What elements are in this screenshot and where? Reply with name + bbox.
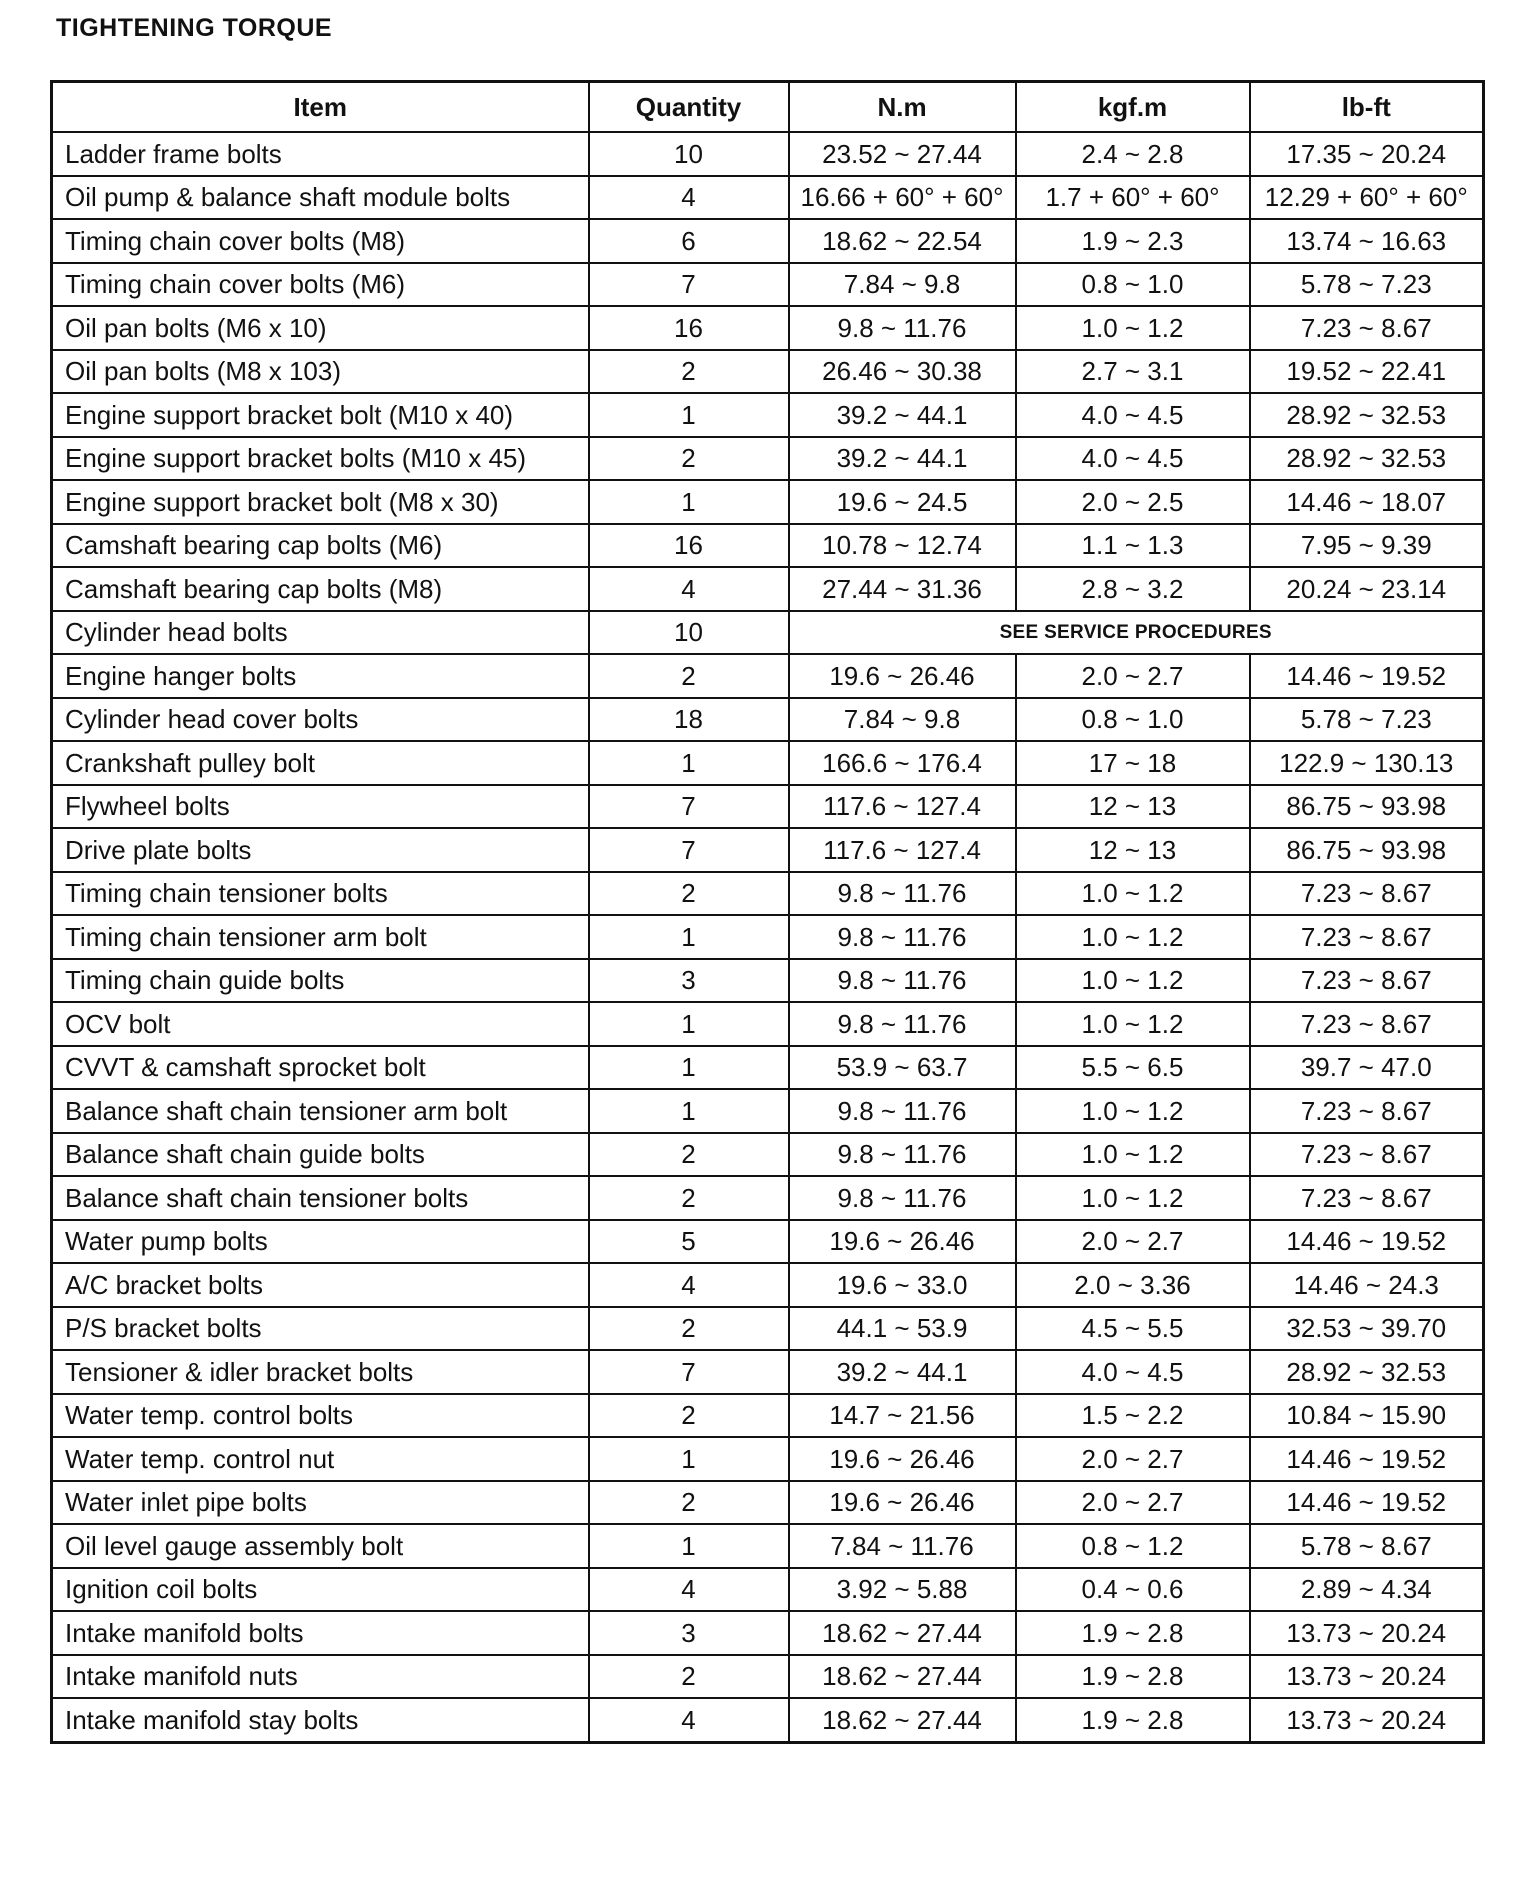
item-cell: Ladder frame bolts <box>52 132 589 176</box>
quantity-cell: 7 <box>589 828 789 872</box>
nm-cell: 117.6 ~ 127.4 <box>789 828 1016 872</box>
quantity-cell: 1 <box>589 393 789 437</box>
nm-cell: 9.8 ~ 11.76 <box>789 1002 1016 1046</box>
kgfm-cell: 2.8 ~ 3.2 <box>1016 567 1250 611</box>
nm-cell: 44.1 ~ 53.9 <box>789 1307 1016 1351</box>
lbft-cell: 122.9 ~ 130.13 <box>1250 741 1484 785</box>
quantity-cell: 4 <box>589 176 789 220</box>
table-row <box>52 1046 1484 1090</box>
lbft-cell: 7.23 ~ 8.67 <box>1250 1133 1484 1177</box>
item-cell: Camshaft bearing cap bolts (M8) <box>52 567 589 611</box>
table-row <box>52 698 1484 742</box>
table-row <box>52 219 1484 263</box>
table-row <box>52 1698 1484 1742</box>
table-row <box>52 915 1484 959</box>
quantity-cell: 10 <box>589 132 789 176</box>
quantity-cell: 7 <box>589 1350 789 1394</box>
item-cell: Oil level gauge assembly bolt <box>52 1524 589 1568</box>
quantity-cell: 1 <box>589 1002 789 1046</box>
kgfm-cell: 1.0 ~ 1.2 <box>1016 872 1250 916</box>
nm-cell: 9.8 ~ 11.76 <box>789 872 1016 916</box>
table-row <box>52 132 1484 176</box>
table-row <box>52 1176 1484 1220</box>
nm-cell: 19.6 ~ 26.46 <box>789 1437 1016 1481</box>
quantity-cell: 4 <box>589 1263 789 1307</box>
lbft-cell: 13.73 ~ 20.24 <box>1250 1655 1484 1699</box>
lbft-cell: 12.29 + 60° + 60° <box>1250 176 1484 220</box>
lbft-cell: 14.46 ~ 24.3 <box>1250 1263 1484 1307</box>
quantity-cell: 2 <box>589 1176 789 1220</box>
table-row-special <box>52 611 1484 655</box>
kgfm-cell: 1.9 ~ 2.8 <box>1016 1611 1250 1655</box>
kgfm-cell: 4.0 ~ 4.5 <box>1016 437 1250 481</box>
kgfm-cell: 1.0 ~ 1.2 <box>1016 306 1250 350</box>
kgfm-cell: 2.0 ~ 3.36 <box>1016 1263 1250 1307</box>
lbft-cell: 14.46 ~ 19.52 <box>1250 654 1484 698</box>
table-row <box>52 654 1484 698</box>
lbft-cell: 28.92 ~ 32.53 <box>1250 393 1484 437</box>
nm-cell: 19.6 ~ 26.46 <box>789 1220 1016 1264</box>
quantity-cell: 1 <box>589 1524 789 1568</box>
lbft-cell: 13.73 ~ 20.24 <box>1250 1611 1484 1655</box>
item-cell: Crankshaft pulley bolt <box>52 741 589 785</box>
item-cell: Engine support bracket bolt (M8 x 30) <box>52 480 589 524</box>
nm-cell: 3.92 ~ 5.88 <box>789 1568 1016 1612</box>
quantity-cell: 2 <box>589 437 789 481</box>
header-kgfm: kgf.m <box>1016 82 1250 133</box>
item-cell: Flywheel bolts <box>52 785 589 829</box>
nm-cell: 9.8 ~ 11.76 <box>789 1133 1016 1177</box>
kgfm-cell: 1.9 ~ 2.3 <box>1016 219 1250 263</box>
item-cell: Balance shaft chain guide bolts <box>52 1133 589 1177</box>
nm-cell: 9.8 ~ 11.76 <box>789 1089 1016 1133</box>
item-cell: Cylinder head bolts <box>52 611 589 655</box>
quantity-cell: 18 <box>589 698 789 742</box>
table-row <box>52 480 1484 524</box>
quantity-cell: 2 <box>589 872 789 916</box>
kgfm-cell: 1.5 ~ 2.2 <box>1016 1394 1250 1438</box>
quantity-cell: 4 <box>589 567 789 611</box>
table-row <box>52 741 1484 785</box>
lbft-cell: 2.89 ~ 4.34 <box>1250 1568 1484 1612</box>
item-cell: Intake manifold bolts <box>52 1611 589 1655</box>
nm-cell: 16.66 + 60° + 60° <box>789 176 1016 220</box>
kgfm-cell: 0.4 ~ 0.6 <box>1016 1568 1250 1612</box>
nm-cell: 39.2 ~ 44.1 <box>789 437 1016 481</box>
item-cell: Water temp. control bolts <box>52 1394 589 1438</box>
nm-cell: 18.62 ~ 22.54 <box>789 219 1016 263</box>
kgfm-cell: 4.0 ~ 4.5 <box>1016 1350 1250 1394</box>
quantity-cell: 2 <box>589 1133 789 1177</box>
item-cell: Engine support bracket bolts (M10 x 45) <box>52 437 589 481</box>
kgfm-cell: 5.5 ~ 6.5 <box>1016 1046 1250 1090</box>
item-cell: Water inlet pipe bolts <box>52 1481 589 1525</box>
lbft-cell: 14.46 ~ 18.07 <box>1250 480 1484 524</box>
lbft-cell: 28.92 ~ 32.53 <box>1250 437 1484 481</box>
table-row <box>52 1568 1484 1612</box>
header-quantity: Quantity <box>589 82 789 133</box>
table-row <box>52 1481 1484 1525</box>
nm-cell: 26.46 ~ 30.38 <box>789 350 1016 394</box>
nm-cell: 18.62 ~ 27.44 <box>789 1698 1016 1742</box>
quantity-cell: 16 <box>589 306 789 350</box>
kgfm-cell: 0.8 ~ 1.2 <box>1016 1524 1250 1568</box>
kgfm-cell: 2.0 ~ 2.7 <box>1016 654 1250 698</box>
quantity-cell: 2 <box>589 350 789 394</box>
table-row <box>52 1611 1484 1655</box>
nm-cell: 7.84 ~ 9.8 <box>789 698 1016 742</box>
table-row <box>52 567 1484 611</box>
quantity-cell: 1 <box>589 1089 789 1133</box>
nm-cell: 19.6 ~ 24.5 <box>789 480 1016 524</box>
lbft-cell: 32.53 ~ 39.70 <box>1250 1307 1484 1351</box>
lbft-cell: 7.23 ~ 8.67 <box>1250 959 1484 1003</box>
kgfm-cell: 1.0 ~ 1.2 <box>1016 1089 1250 1133</box>
lbft-cell: 5.78 ~ 8.67 <box>1250 1524 1484 1568</box>
lbft-cell: 86.75 ~ 93.98 <box>1250 828 1484 872</box>
kgfm-cell: 12 ~ 13 <box>1016 785 1250 829</box>
table-row <box>52 828 1484 872</box>
quantity-cell: 2 <box>589 1307 789 1351</box>
service-procedures-note: SEE SERVICE PROCEDURES <box>789 611 1484 655</box>
nm-cell: 9.8 ~ 11.76 <box>789 959 1016 1003</box>
kgfm-cell: 1.0 ~ 1.2 <box>1016 1133 1250 1177</box>
kgfm-cell: 2.0 ~ 2.7 <box>1016 1220 1250 1264</box>
nm-cell: 117.6 ~ 127.4 <box>789 785 1016 829</box>
lbft-cell: 7.23 ~ 8.67 <box>1250 872 1484 916</box>
kgfm-cell: 1.1 ~ 1.3 <box>1016 524 1250 568</box>
lbft-cell: 20.24 ~ 23.14 <box>1250 567 1484 611</box>
kgfm-cell: 4.5 ~ 5.5 <box>1016 1307 1250 1351</box>
kgfm-cell: 2.0 ~ 2.7 <box>1016 1437 1250 1481</box>
header-lbft: lb-ft <box>1250 82 1484 133</box>
lbft-cell: 7.23 ~ 8.67 <box>1250 1176 1484 1220</box>
nm-cell: 18.62 ~ 27.44 <box>789 1655 1016 1699</box>
item-cell: Oil pan bolts (M8 x 103) <box>52 350 589 394</box>
kgfm-cell: 2.4 ~ 2.8 <box>1016 132 1250 176</box>
header-item: Item <box>52 82 589 133</box>
nm-cell: 7.84 ~ 9.8 <box>789 263 1016 307</box>
lbft-cell: 7.23 ~ 8.67 <box>1250 306 1484 350</box>
lbft-cell: 7.23 ~ 8.67 <box>1250 1089 1484 1133</box>
table-row <box>52 306 1484 350</box>
lbft-cell: 5.78 ~ 7.23 <box>1250 698 1484 742</box>
table-row <box>52 872 1484 916</box>
kgfm-cell: 1.9 ~ 2.8 <box>1016 1655 1250 1699</box>
table-row <box>52 1002 1484 1046</box>
table-row <box>52 1350 1484 1394</box>
page-title: TIGHTENING TORQUE <box>56 14 333 42</box>
table-row <box>52 1524 1484 1568</box>
nm-cell: 19.6 ~ 33.0 <box>789 1263 1016 1307</box>
table-row <box>52 1220 1484 1264</box>
quantity-cell: 10 <box>589 611 789 655</box>
kgfm-cell: 12 ~ 13 <box>1016 828 1250 872</box>
lbft-cell: 7.23 ~ 8.67 <box>1250 915 1484 959</box>
kgfm-cell: 4.0 ~ 4.5 <box>1016 393 1250 437</box>
kgfm-cell: 1.0 ~ 1.2 <box>1016 1176 1250 1220</box>
item-cell: A/C bracket bolts <box>52 1263 589 1307</box>
nm-cell: 166.6 ~ 176.4 <box>789 741 1016 785</box>
table-row <box>52 1655 1484 1699</box>
nm-cell: 18.62 ~ 27.44 <box>789 1611 1016 1655</box>
lbft-cell: 14.46 ~ 19.52 <box>1250 1481 1484 1525</box>
lbft-cell: 5.78 ~ 7.23 <box>1250 263 1484 307</box>
table-row <box>52 350 1484 394</box>
lbft-cell: 7.95 ~ 9.39 <box>1250 524 1484 568</box>
lbft-cell: 10.84 ~ 15.90 <box>1250 1394 1484 1438</box>
lbft-cell: 14.46 ~ 19.52 <box>1250 1437 1484 1481</box>
item-cell: Timing chain tensioner arm bolt <box>52 915 589 959</box>
item-cell: Intake manifold nuts <box>52 1655 589 1699</box>
lbft-cell: 28.92 ~ 32.53 <box>1250 1350 1484 1394</box>
header-nm: N.m <box>789 82 1016 133</box>
item-cell: Timing chain cover bolts (M8) <box>52 219 589 263</box>
quantity-cell: 7 <box>589 263 789 307</box>
lbft-cell: 19.52 ~ 22.41 <box>1250 350 1484 394</box>
table-row <box>52 437 1484 481</box>
table-row <box>52 524 1484 568</box>
kgfm-cell: 17 ~ 18 <box>1016 741 1250 785</box>
nm-cell: 9.8 ~ 11.76 <box>789 915 1016 959</box>
nm-cell: 19.6 ~ 26.46 <box>789 1481 1016 1525</box>
kgfm-cell: 2.0 ~ 2.7 <box>1016 1481 1250 1525</box>
table-row <box>52 1437 1484 1481</box>
kgfm-cell: 1.7 + 60° + 60° <box>1016 176 1250 220</box>
table-row <box>52 959 1484 1003</box>
item-cell: Ignition coil bolts <box>52 1568 589 1612</box>
nm-cell: 14.7 ~ 21.56 <box>789 1394 1016 1438</box>
quantity-cell: 1 <box>589 1437 789 1481</box>
table-row <box>52 1307 1484 1351</box>
quantity-cell: 2 <box>589 1481 789 1525</box>
item-cell: Camshaft bearing cap bolts (M6) <box>52 524 589 568</box>
item-cell: Cylinder head cover bolts <box>52 698 589 742</box>
item-cell: Oil pan bolts (M6 x 10) <box>52 306 589 350</box>
quantity-cell: 1 <box>589 480 789 524</box>
header-row <box>52 82 1484 133</box>
table-row <box>52 393 1484 437</box>
quantity-cell: 5 <box>589 1220 789 1264</box>
quantity-cell: 2 <box>589 1655 789 1699</box>
lbft-cell: 17.35 ~ 20.24 <box>1250 132 1484 176</box>
quantity-cell: 2 <box>589 654 789 698</box>
nm-cell: 27.44 ~ 31.36 <box>789 567 1016 611</box>
table-row <box>52 263 1484 307</box>
nm-cell: 7.84 ~ 11.76 <box>789 1524 1016 1568</box>
quantity-cell: 6 <box>589 219 789 263</box>
lbft-cell: 7.23 ~ 8.67 <box>1250 1002 1484 1046</box>
table-row <box>52 1089 1484 1133</box>
item-cell: Drive plate bolts <box>52 828 589 872</box>
table-row <box>52 1133 1484 1177</box>
quantity-cell: 3 <box>589 1611 789 1655</box>
table-body <box>52 132 1484 1742</box>
quantity-cell: 7 <box>589 785 789 829</box>
kgfm-cell: 2.7 ~ 3.1 <box>1016 350 1250 394</box>
lbft-cell: 14.46 ~ 19.52 <box>1250 1220 1484 1264</box>
nm-cell: 9.8 ~ 11.76 <box>789 306 1016 350</box>
nm-cell: 10.78 ~ 12.74 <box>789 524 1016 568</box>
quantity-cell: 4 <box>589 1568 789 1612</box>
quantity-cell: 1 <box>589 1046 789 1090</box>
quantity-cell: 4 <box>589 1698 789 1742</box>
kgfm-cell: 0.8 ~ 1.0 <box>1016 698 1250 742</box>
table-row <box>52 785 1484 829</box>
quantity-cell: 1 <box>589 915 789 959</box>
lbft-cell: 39.7 ~ 47.0 <box>1250 1046 1484 1090</box>
torque-table <box>50 80 1485 1744</box>
nm-cell: 19.6 ~ 26.46 <box>789 654 1016 698</box>
item-cell: Timing chain cover bolts (M6) <box>52 263 589 307</box>
table-row <box>52 1263 1484 1307</box>
lbft-cell: 13.74 ~ 16.63 <box>1250 219 1484 263</box>
kgfm-cell: 2.0 ~ 2.5 <box>1016 480 1250 524</box>
item-cell: Water pump bolts <box>52 1220 589 1264</box>
kgfm-cell: 1.9 ~ 2.8 <box>1016 1698 1250 1742</box>
table-row <box>52 1394 1484 1438</box>
item-cell: OCV bolt <box>52 1002 589 1046</box>
item-cell: P/S bracket bolts <box>52 1307 589 1351</box>
item-cell: Intake manifold stay bolts <box>52 1698 589 1742</box>
nm-cell: 39.2 ~ 44.1 <box>789 393 1016 437</box>
nm-cell: 9.8 ~ 11.76 <box>789 1176 1016 1220</box>
item-cell: Oil pump & balance shaft module bolts <box>52 176 589 220</box>
item-cell: Timing chain guide bolts <box>52 959 589 1003</box>
quantity-cell: 16 <box>589 524 789 568</box>
table-row <box>52 176 1484 220</box>
item-cell: Engine support bracket bolt (M10 x 40) <box>52 393 589 437</box>
kgfm-cell: 0.8 ~ 1.0 <box>1016 263 1250 307</box>
quantity-cell: 3 <box>589 959 789 1003</box>
lbft-cell: 13.73 ~ 20.24 <box>1250 1698 1484 1742</box>
item-cell: Engine hanger bolts <box>52 654 589 698</box>
item-cell: Water temp. control nut <box>52 1437 589 1481</box>
lbft-cell: 86.75 ~ 93.98 <box>1250 785 1484 829</box>
item-cell: CVVT & camshaft sprocket bolt <box>52 1046 589 1090</box>
kgfm-cell: 1.0 ~ 1.2 <box>1016 959 1250 1003</box>
nm-cell: 23.52 ~ 27.44 <box>789 132 1016 176</box>
kgfm-cell: 1.0 ~ 1.2 <box>1016 1002 1250 1046</box>
item-cell: Balance shaft chain tensioner arm bolt <box>52 1089 589 1133</box>
kgfm-cell: 1.0 ~ 1.2 <box>1016 915 1250 959</box>
item-cell: Balance shaft chain tensioner bolts <box>52 1176 589 1220</box>
item-cell: Tensioner & idler bracket bolts <box>52 1350 589 1394</box>
nm-cell: 39.2 ~ 44.1 <box>789 1350 1016 1394</box>
quantity-cell: 1 <box>589 741 789 785</box>
nm-cell: 53.9 ~ 63.7 <box>789 1046 1016 1090</box>
quantity-cell: 2 <box>589 1394 789 1438</box>
item-cell: Timing chain tensioner bolts <box>52 872 589 916</box>
